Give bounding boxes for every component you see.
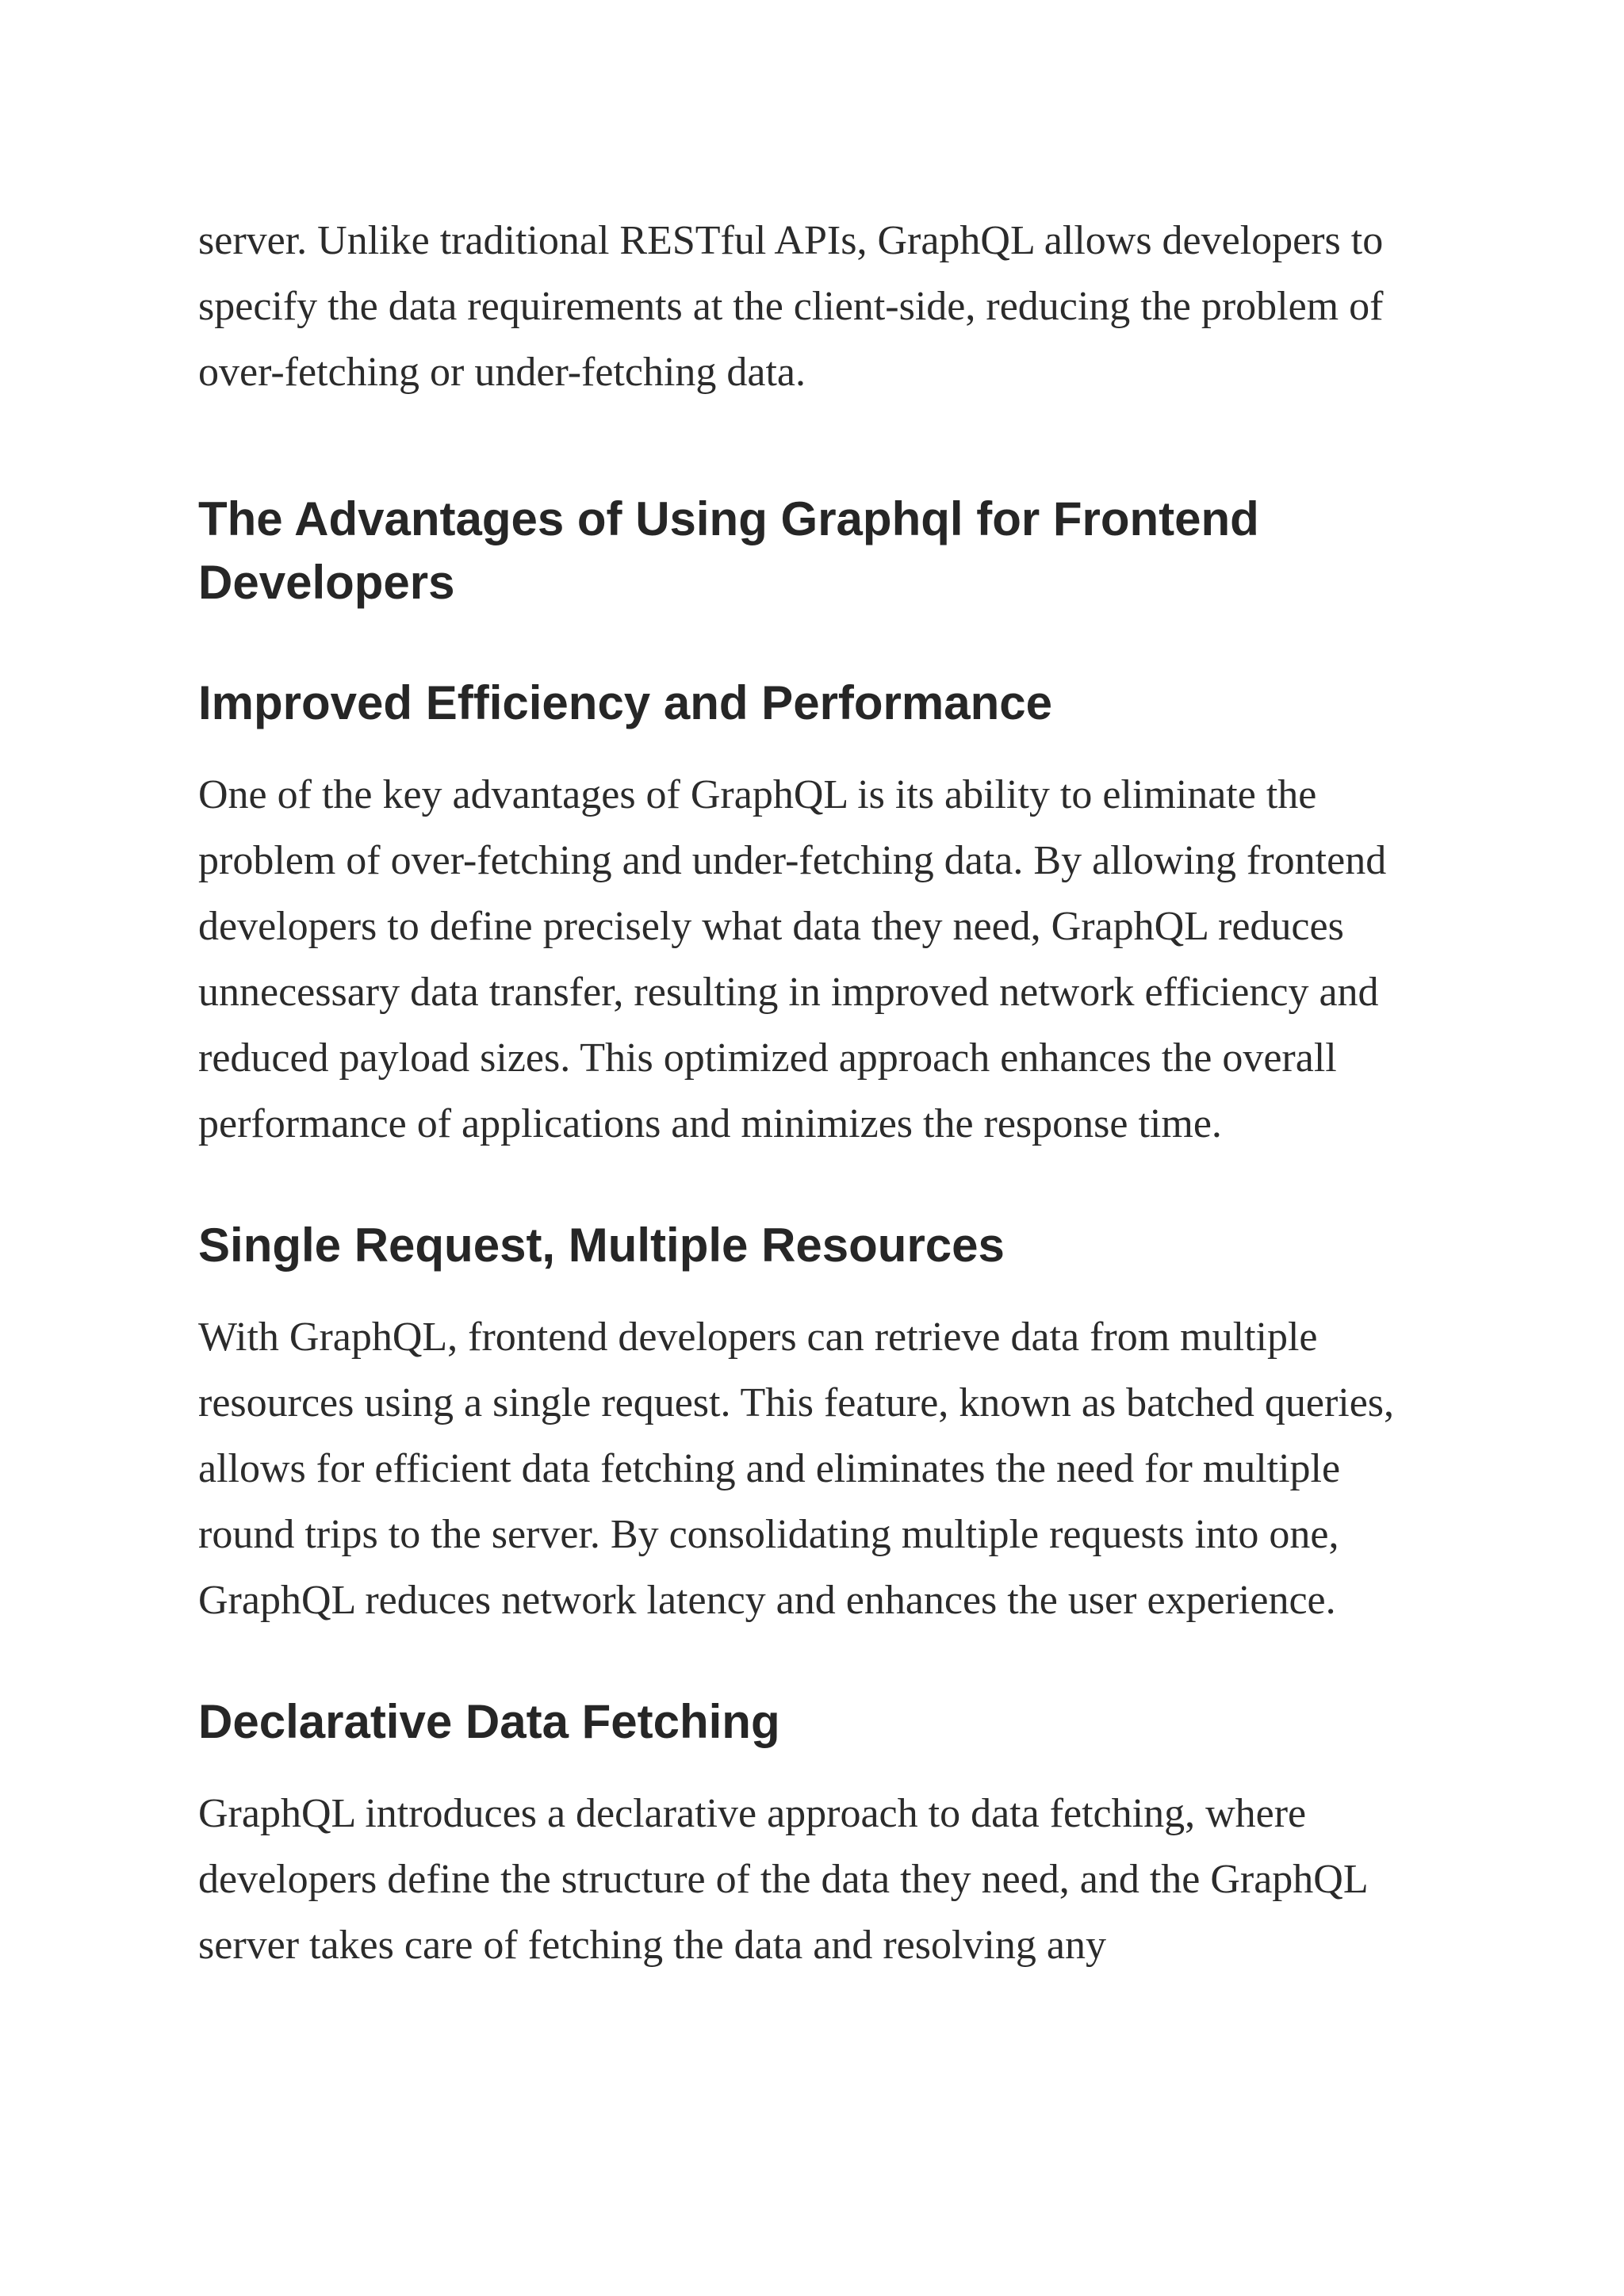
efficiency-paragraph: One of the key advantages of GraphQL is its ability to eliminate the problem of over-fetching and under-fetching data. By allowing frontend developers to define precisely what data they need, GraphQL reduces unnecessary data transfer, resulting in improved network efficiency and reduced payload sizes. This optimized approach enhances the overall performance of applications and minimizes the response time.	[198, 772, 1387, 1146]
single-request-heading: Single Request, Multiple Resources	[198, 1219, 1005, 1272]
advantages-heading: The Advantages of Using Graphql for Frontend Developers	[198, 492, 1259, 609]
single-request-paragraph: With GraphQL, frontend developers can retrieve data from multiple resources using a single request. This feature, known as batched queries, allows for efficient data fetching and eliminates the need for multiple round trips to the server. By consolidating multiple requests into one, GraphQL reduces network latency and enhances the user experience.	[198, 1314, 1395, 1623]
intro-paragraph: server. Unlike traditional RESTful APIs, GraphQL allows developers to specify the data requirements at the client-side, reducing the problem of over-fetching or under-fetching data.	[198, 218, 1384, 395]
efficiency-heading: Improved Efficiency and Performance	[198, 676, 1053, 729]
declarative-paragraph: GraphQL introduces a declarative approach to data fetching, where developers define the structure of the data they need, and the GraphQL server takes care of fetching the data and resolving any	[198, 1791, 1367, 1968]
declarative-heading: Declarative Data Fetching	[198, 1695, 780, 1748]
document-page	[198, 208, 1435, 1978]
